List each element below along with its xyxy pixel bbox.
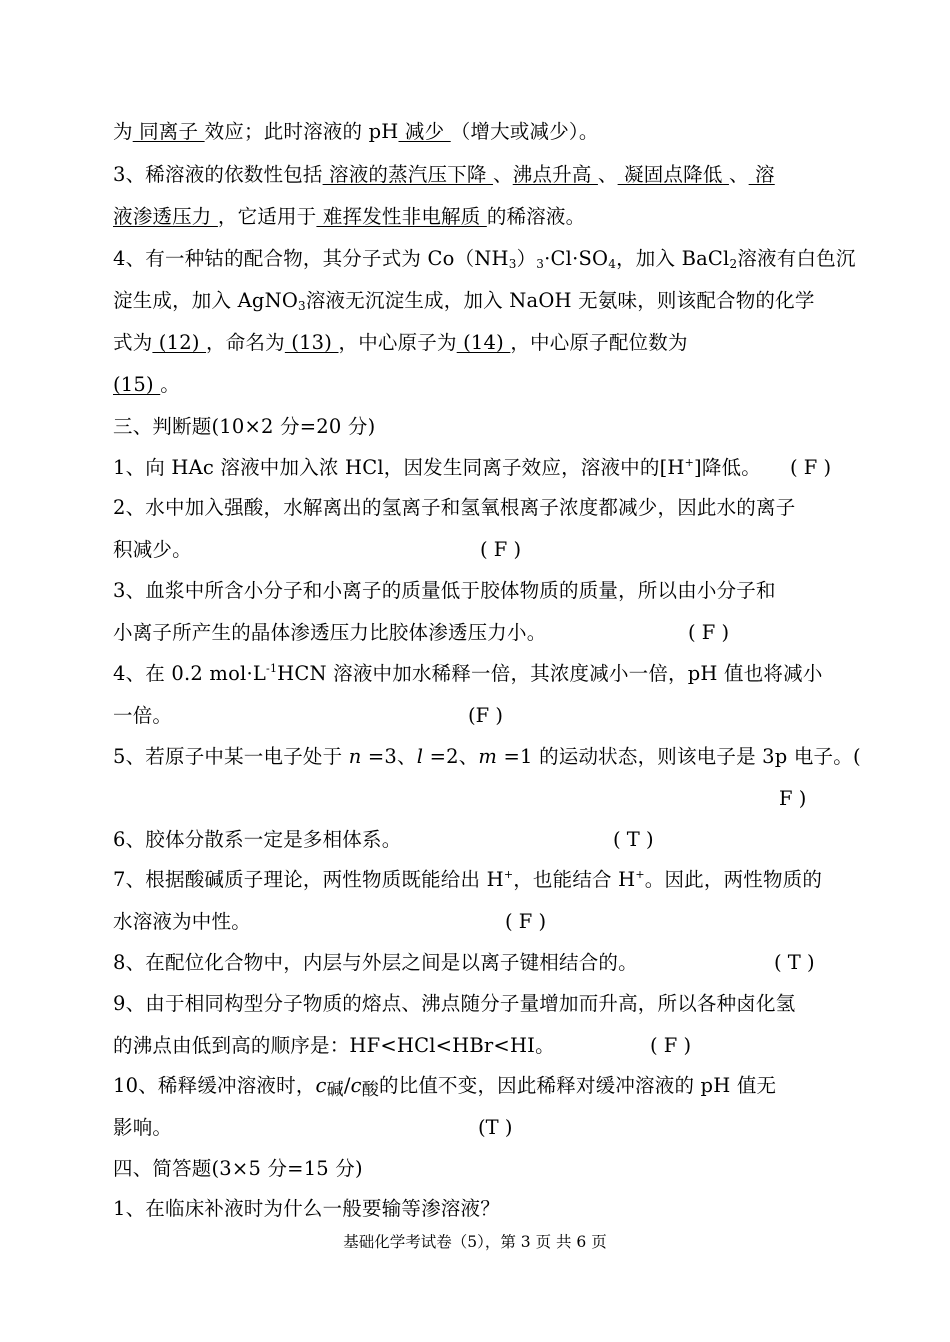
answer-blank: 凝固点降低 (617, 163, 729, 186)
blank-15: (15) (113, 373, 161, 396)
judge-item-9-line-2: 的沸点由低到高的顺序是：HF<HCl<HBr<HI。 (113, 1034, 555, 1057)
text: 式为 (113, 331, 153, 354)
judge-item-7-line-2: 水溶液为中性。 (113, 910, 251, 933)
text: ，也能结合 H (513, 868, 636, 891)
judge-answer-9: ( F ) (650, 1034, 692, 1057)
symbol-c: c (350, 1074, 362, 1097)
text: HCN 溶液中加水稀释一倍，其浓度减小一倍，pH 值也将减小 (277, 662, 823, 685)
judge-answer-3: ( F ) (688, 621, 730, 644)
text: 、 (597, 163, 618, 186)
judge-item-7 (113, 867, 822, 893)
text: ，加入 BaCl (616, 247, 730, 270)
quantum-number-n: n (348, 745, 362, 768)
text: ，中心原子配位数为 (510, 331, 688, 354)
judge-item-3-line-2: 小离子所产生的晶体渗透压力比胶体渗透压力小。 (113, 621, 547, 644)
text: =2、 (423, 745, 479, 768)
question-3-line-1 (113, 162, 775, 188)
section-heading-short-answer: 四、简答题(3×5 分=15 分) (113, 1157, 363, 1180)
question-4-line-1 (113, 246, 856, 272)
judge-answer-10: (T ) (478, 1116, 513, 1139)
text: 为 (113, 120, 133, 143)
subscript: 3 (508, 257, 517, 271)
subscript: 2 (729, 257, 738, 271)
question-3-line-2 (113, 204, 585, 230)
answer-blank: 难挥发性非电解质 (316, 205, 487, 228)
text: 7、根据酸碱质子理论，两性物质既能给出 H (113, 868, 504, 891)
judge-item-2-line-2: 积减少。 (113, 538, 192, 561)
answer-blank: 液渗透压力 (113, 205, 218, 228)
text: 的稀溶液。 (486, 205, 586, 228)
text: 1、向 HAc 溶液中加入浓 HCl，因发生同离子效应，溶液中的[H (113, 456, 685, 479)
text: / (343, 1074, 351, 1097)
subscript: 碱 (326, 1080, 344, 1100)
question-4-line-3 (113, 330, 688, 356)
text: =3、 (361, 745, 417, 768)
judge-answer-4: (F ) (468, 704, 503, 727)
answer-blank: 沸点升高 (512, 163, 598, 186)
question-4-line-4 (113, 372, 180, 398)
blank-12: (12) (152, 331, 207, 354)
text: 溶液有白色沉 (737, 247, 856, 270)
blank-13: (13) (284, 331, 339, 354)
judge-item-3: 3、血浆中所含小分子和小离子的质量低于胶体物质的质量，所以由小分子和 (113, 579, 776, 602)
judge-item-9: 9、由于相同构型分子物质的熔点、沸点随分子量增加而升高，所以各种卤化氢 (113, 992, 796, 1015)
subscript: 酸 (361, 1080, 379, 1100)
text: =1 的运动状态，则该电子是 3p 电子。( (497, 745, 861, 768)
judge-item-10 (113, 1073, 776, 1099)
judge-item-2: 2、水中加入强酸，水解离出的氢离子和氢氧根离子浓度都减少，因此水的离子 (113, 496, 796, 519)
text: （增大或减少）。 (450, 120, 599, 143)
judge-item-1 (113, 455, 761, 481)
text: 10、稀释缓冲溶液时， (113, 1074, 316, 1097)
text: ，中心原子为 (338, 331, 457, 354)
text: ） (516, 247, 537, 270)
superscript: + (684, 456, 695, 469)
judge-answer-8: ( T ) (774, 951, 815, 974)
answer-blank: 溶液的蒸汽压下降 (322, 163, 494, 186)
text: 。 (160, 373, 180, 396)
subscript: 3 (536, 257, 545, 271)
text: 、 (493, 163, 513, 186)
text: 效应；此时溶液的 pH (204, 120, 399, 143)
text: 5、若原子中某一电子处于 (113, 745, 349, 768)
judge-answer-1: ( F ) (790, 456, 832, 479)
judge-answer-2: ( F ) (480, 538, 522, 561)
text: 4、有一种钴的配合物，其分子式为 Co（NH (113, 247, 509, 270)
judge-item-6: 6、胶体分散系一定是多相体系。 (113, 828, 402, 851)
short-answer-item-1: 1、在临床补液时为什么一般要输等渗溶液？ (113, 1197, 500, 1220)
judge-item-4 (113, 661, 823, 687)
quantum-number-m: m (478, 745, 498, 768)
judge-answer-7: ( F ) (505, 910, 547, 933)
text: ，命名为 (206, 331, 285, 354)
superscript: -1 (266, 662, 278, 675)
text: 的比值不变，因此稀释对缓冲溶液的 pH 值无 (378, 1074, 777, 1097)
text: 溶液无沉淀生成，加入 NaOH 无氨味，则该配合物的化学 (305, 289, 815, 312)
text: 。因此，两性物质的 (644, 868, 823, 891)
quantum-number-l: l (416, 745, 424, 768)
answer-blank: 同离子 (132, 120, 205, 143)
page-footer: 基础化学考试卷（5），第 3 页 共 6 页 (343, 1233, 607, 1251)
answer-blank: 减少 (398, 120, 451, 143)
subscript: 4 (608, 257, 617, 271)
answer-blank: 溶 (748, 163, 775, 186)
text: ，它适用于 (217, 205, 317, 228)
text: 、 (728, 163, 749, 186)
text: ·Cl·SO (544, 247, 609, 270)
text: 淀生成，加入 AgNO (113, 289, 299, 312)
blank-14: (14) (456, 331, 511, 354)
judge-item-5 (113, 744, 861, 770)
judge-answer-6: ( T ) (613, 828, 654, 851)
judge-item-8: 8、在配位化合物中，内层与外层之间是以离子键相结合的。 (113, 951, 638, 974)
text: ]降低。 (694, 456, 761, 479)
judge-item-10-line-2: 影响。 (113, 1116, 173, 1139)
text: 4、在 0.2 mol·L (113, 662, 267, 685)
judge-answer-5: F ) (779, 787, 807, 810)
text: 3、稀溶液的依数性包括 (113, 163, 323, 186)
text-line (113, 119, 599, 145)
superscript: + (503, 868, 514, 881)
section-heading-judgement: 三、判断题(10×2 分=20 分) (113, 415, 376, 438)
subscript: 3 (298, 299, 306, 313)
judge-item-4-line-2: 一倍。 (113, 704, 173, 727)
symbol-c: c (315, 1074, 327, 1097)
superscript: + (635, 868, 645, 881)
question-4-line-2 (113, 288, 815, 314)
